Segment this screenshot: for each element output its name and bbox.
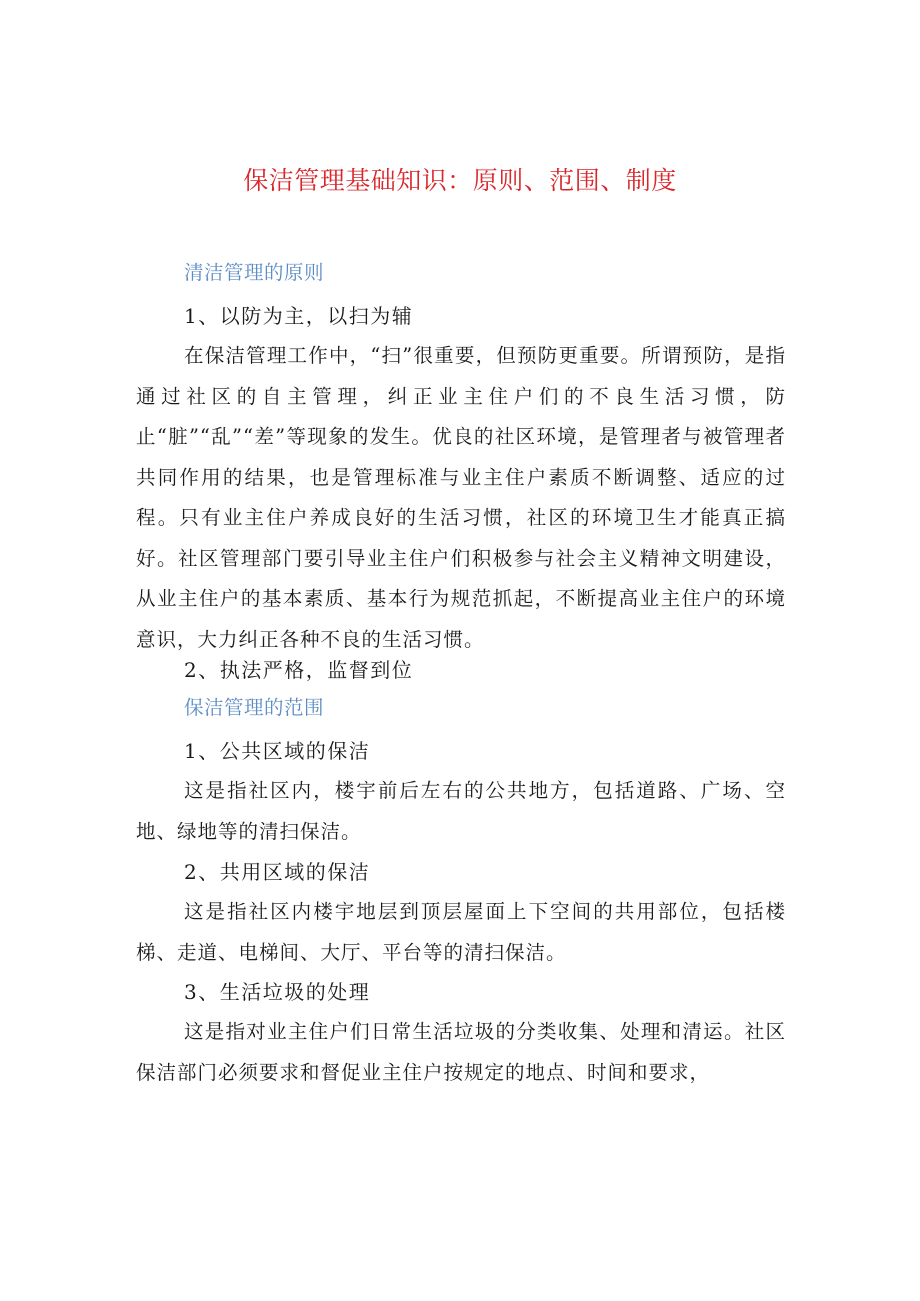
- scope-3-body: 这是指对业主住户们日常生活垃圾的分类收集、处理和清运。社区保洁部门必须要求和督促业主住户按规定的地点、时间和要求，: [136, 1020, 786, 1084]
- principle-1-body: 在保洁管理工作中，“扫”很重要，但预防更重要。所谓预防，是指通过社区的自主管理，纠正业主住户们的不良生活习惯，防止“脏”“乱”“差”等现象的发生。优良的社区环境，是管理者与被管理者共同作用的结果，也是管理标准与业主住户素质不断调整、适应的过程。只有业主住户养成良好的生活习惯，社区的环境卫生才能真正搞好。社区管理部门要引导业主住户们积极参与社会主义精神文明建设，从业主住户的基本素质、基本行为规范抓起，不断提高业主住户的环境意识，大力纠正各种不良的生活习惯。: [136, 344, 786, 651]
- scope-2-body: 这是指社区内楼宇地层到顶层屋面上下空间的共用部位，包括楼梯、走道、电梯间、大厅、平台等的清扫保洁。: [136, 900, 786, 964]
- document-title: 保洁管理基础知识：原则、范围、制度: [243, 166, 677, 195]
- scope-3-title: 3、生活垃圾的处理: [184, 980, 371, 1004]
- principle-2-title: 2、执法严格，监督到位: [184, 658, 414, 682]
- section-heading-principles: 清洁管理的原则: [184, 261, 325, 284]
- scope-1-body: 这是指社区内，楼宇前后左右的公共地方，包括道路、广场、空地、绿地等的清扫保洁。: [136, 779, 786, 843]
- scope-2-title: 2、共用区域的保洁: [184, 860, 371, 884]
- scope-1-title: 1、公共区域的保洁: [184, 739, 371, 763]
- principle-1-title: 1、以防为主，以扫为辅: [184, 304, 414, 328]
- section-heading-scope: 保洁管理的范围: [184, 696, 325, 719]
